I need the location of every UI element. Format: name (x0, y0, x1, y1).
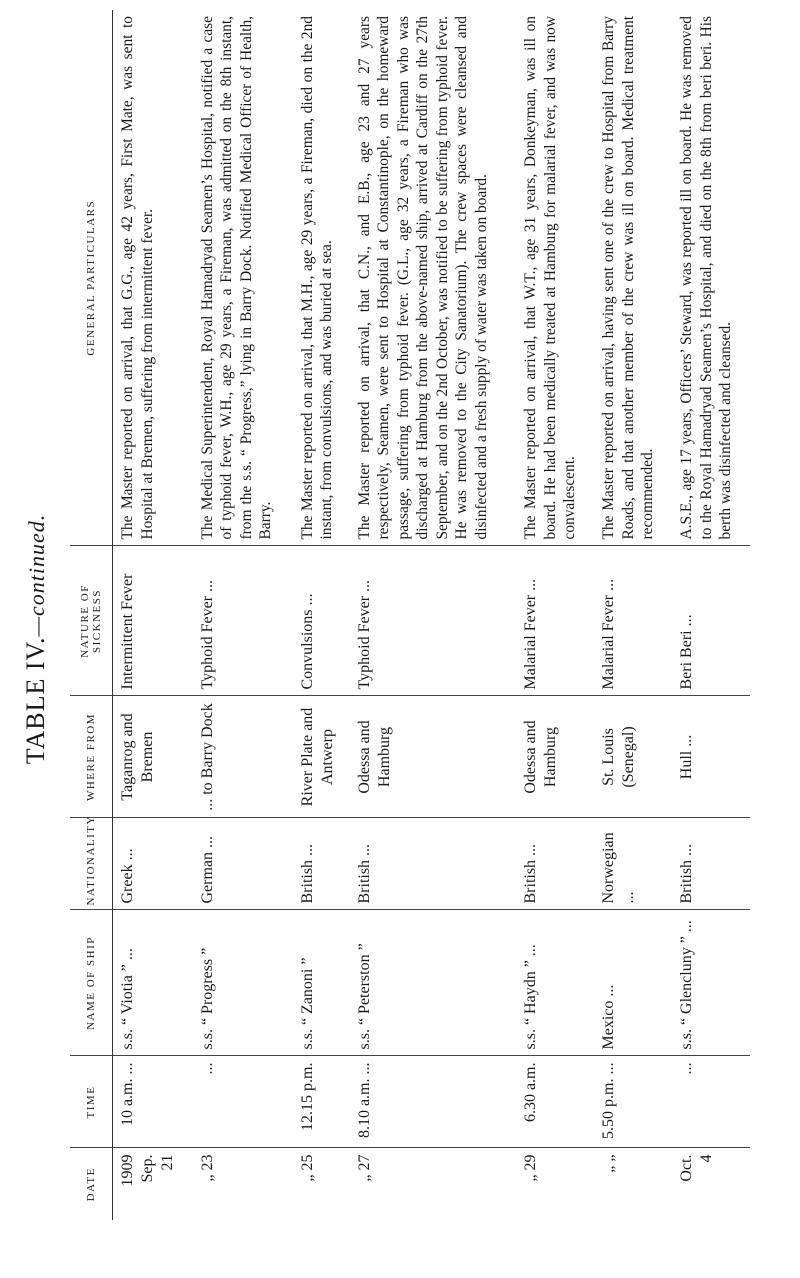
cell-ship: s.s. “ Glencluny ” ... (672, 910, 750, 1056)
table-header (70, 10, 113, 1220)
cell-where-from: ... to Barry Dock (193, 696, 293, 818)
cell-nationality: British ... (350, 818, 517, 910)
table-row (293, 10, 350, 1220)
header-date: DATE (70, 1148, 113, 1220)
table-row (672, 10, 750, 1220)
header-particulars: GENERAL PARTICULARS (70, 10, 113, 546)
title-text: TABLE IV. (21, 636, 50, 765)
header-time: TIME (70, 1056, 113, 1148)
cell-particulars: The Medical Superintendent, Royal Hamadryad Seamen’s Hospital, notified a case of typhoid fever, W.H., age 29 years, a Fireman, was admitted on the 8th instant, from the s.s. “ Progress,” lying in Barry Dock. Notified Medical Officer of Health, Barry. (193, 10, 293, 546)
cell-time: 5.50 p.m. ... (594, 1056, 672, 1148)
cell-ship: s.s. “ Haydn ” ... (516, 910, 594, 1056)
cell-where-from: Hull ... (672, 696, 750, 818)
cell-sickness: Convulsions ... (293, 546, 350, 696)
cell-nationality: Norwegian ... (594, 818, 672, 910)
cell-sickness: Beri Beri ... (672, 546, 750, 696)
cell-particulars: The Master reported on arrival, having sent one of the crew to Hospital from Barry Roads, and that another member of the crew was ill on board. Medical treatment recommended. (594, 10, 672, 546)
cell-sickness: Malarial Fever ... (594, 546, 672, 696)
cell-sickness: Typhoid Fever ... (350, 546, 517, 696)
cell-time: ... (193, 1056, 293, 1148)
cell-date: „ 29 (522, 1154, 540, 1182)
header-nationality: NATIONALITY (70, 818, 113, 910)
cell-sickness: Malarial Fever ... (516, 546, 594, 696)
cell-where-from: Odessa and Hamburg (516, 696, 594, 818)
cell-date: „ 23 (198, 1154, 216, 1182)
cell-nationality: British ... (516, 818, 594, 910)
cell-ship: Mexico ... (594, 910, 672, 1056)
cell-particulars: The Master reported on arrival, that G.G., age 42 years, First Mate, was sent to Hospital at Bremen, suffering from intermittent fever. (113, 10, 193, 546)
table-row (193, 10, 293, 1220)
table-row (350, 10, 517, 1220)
table-body (113, 10, 751, 1220)
cell-particulars: The Master reported on arrival, that C.N., and E.B., age 23 and 27 years respectively, Seamen, were sent to Hospital at Constantinople, on the homeward passage, suffering from typhoid fever. (G.L., age 32 years, a Fireman who was discharged at Hamburg from the above-named ship, arrived at Cardiff on the 27th September, and on the 2nd October, was notified to be suffering from typhoid fever. He was removed to the City Sanatorium). The crew spaces were cleansed and disinfected and a fresh supply of water was taken on board. (350, 10, 517, 546)
cell-time: 10 a.m. ... (113, 1056, 193, 1148)
header-row (70, 10, 113, 1220)
header-sickness: NATURE OF SICKNESS (70, 546, 113, 696)
cell-time: 8.10 a.m. ... (350, 1056, 517, 1148)
cell-particulars: The Master reported on arrival, that M.H., age 29 years, a Fireman, died on the 2nd instant, from convulsions, and was buried at sea. (293, 10, 350, 546)
cell-date: 1909 Sep. 21 (119, 1154, 176, 1187)
cell-nationality: German ... (193, 818, 293, 910)
cell-where-from: Odessa and Hamburg (350, 696, 517, 818)
title-continued: —continued. (24, 513, 49, 637)
rotated-table-container (70, 10, 750, 1220)
cell-where-from: Taganrog and Bremen (113, 696, 193, 818)
cell-particulars: The Master reported on arrival, that W.T., age 31 years, Donkeyman, was ill on board. He had been medically treated at Hamburg for malarial fever, and was now convalescent. (516, 10, 594, 546)
sickness-table (70, 10, 750, 1220)
cell-ship: s.s. “ Viotia ” ... (113, 910, 193, 1056)
cell-nationality: British ... (672, 818, 750, 910)
page-title (16, 379, 56, 899)
cell-time: ... (672, 1056, 750, 1148)
cell-date: „ „ (600, 1154, 618, 1173)
cell-ship: s.s. “ Progress ” (193, 910, 293, 1056)
header-where-from: WHERE FROM (70, 696, 113, 818)
cell-ship: s.s. “ Peterston ” (350, 910, 517, 1056)
cell-date: „ 25 (298, 1154, 316, 1182)
table-row (113, 10, 193, 1220)
table-row (594, 10, 672, 1220)
header-ship: NAME OF SHIP (70, 910, 113, 1056)
cell-time: 12.15 p.m. (293, 1056, 350, 1148)
cell-date: „ 27 (355, 1154, 373, 1182)
cell-ship: s.s. “ Zanoni ” (293, 910, 350, 1056)
cell-particulars: A.S.E., age 17 years, Officers’ Steward, was reported ill on board. He was removed to the Royal Hamadryad Seamen’s Hospital, and died on the 8th from beri beri. His berth was disinfected and cleansed. (672, 10, 750, 546)
table-row (516, 10, 594, 1220)
cell-time: 6.30 a.m. (516, 1056, 594, 1148)
cell-nationality: Greek ... (113, 818, 193, 910)
cell-date: Oct. 4 (678, 1154, 716, 1182)
cell-where-from: River Plate and Antwerp (293, 696, 350, 818)
cell-nationality: British ... (293, 818, 350, 910)
cell-where-from: St. Louis (Senegal) (594, 696, 672, 818)
cell-sickness: Typhoid Fever ... (193, 546, 293, 696)
cell-sickness: Intermittent Fever (113, 546, 193, 696)
